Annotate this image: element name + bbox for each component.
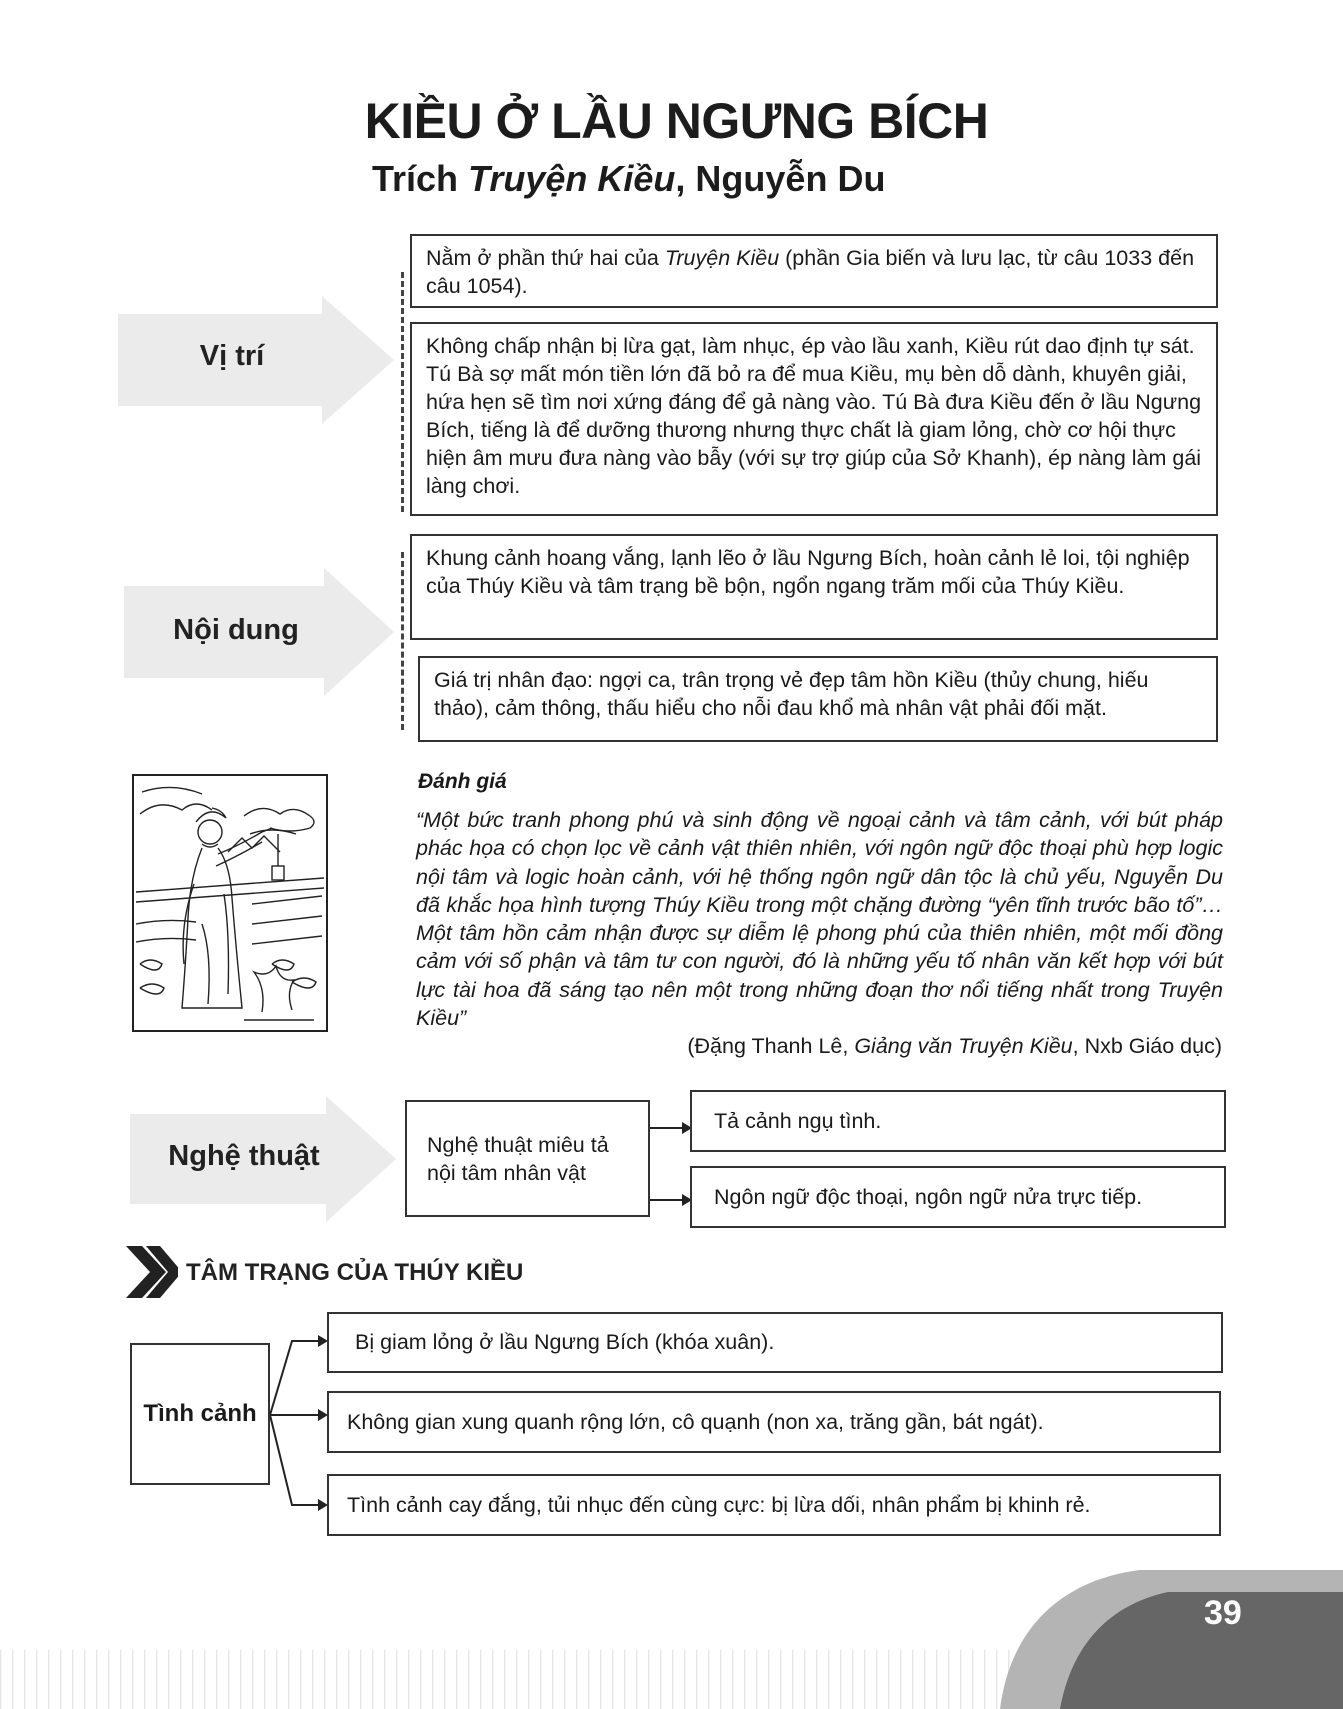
subtitle-suffix: , Nguyễn Du <box>675 158 886 199</box>
tinhcanh-box: Tình cảnh <box>130 1343 270 1485</box>
vitri-box1-post: (phần Gia biến và lưu lạc, từ câu 1033 đến câu 1054). <box>426 246 1195 298</box>
tamtrang-heading: TÂM TRẠNG CỦA THÚY KIỀU <box>186 1259 524 1286</box>
danhgia-heading: Đánh giá <box>418 770 507 793</box>
vitri-box1-work: Truyện Kiều <box>664 246 780 270</box>
double-chevron-icon <box>126 1246 178 1298</box>
tinhcanh-item-2: Không gian xung quanh rộng lớn, cô quạnh (non xa, trăng gần, bát ngát). <box>327 1391 1221 1453</box>
nghethuat-label: Nghệ thuật <box>168 1140 320 1172</box>
tinhcanh-item-3: Tình cảnh cay đắng, tủi nhục đến cùng cực: bị lừa dối, nhân phẩm bị khinh rẻ. <box>327 1474 1221 1536</box>
tinhcanh-item-1: Bị giam lỏng ở lầu Ngưng Bích (khóa xuân). <box>327 1312 1223 1373</box>
page-number: 39 <box>1204 1594 1242 1632</box>
cite-work: Giảng văn Truyện Kiều <box>854 1034 1073 1058</box>
tinhcanh-connector-arrows <box>270 1305 328 1525</box>
page-title: KIỀU Ở LẦU NGƯNG BÍCH <box>364 93 989 149</box>
vitri-context-box: Không chấp nhận bị lừa gạt, làm nhục, ép vào lầu xanh, Kiều rút dao định tự sát. Tú Bà sợ mất món tiền lớn đã bỏ ra để mua Kiều, mụ bèn dỗ dành, khuyên giải, hứa hẹn sẽ tìm nơi xứng đáng để gả nàng vào. Tú Bà đưa Kiều đến ở lầu Ngưng Bích, tiếng là để dưỡng thương nhưng thực chất là giam lỏng, chờ cơ hội thực hiện âm mưu đưa nàng vào bẫy (với sự trợ giúp của Sở Khanh), ép nàng làm gái làng chơi. <box>410 322 1218 516</box>
vitri-position-box <box>410 234 1218 308</box>
nghethuat-item-2: Ngôn ngữ độc thoại, ngôn ngữ nửa trực tiếp. <box>690 1166 1226 1228</box>
nghethuat-item-1: Tả cảnh ngụ tình. <box>690 1090 1226 1152</box>
nghethuat-center-box: Nghệ thuật miêu tả nội tâm nhân vật <box>405 1100 650 1217</box>
cite-pre: (Đặng Thanh Lê, <box>687 1034 855 1058</box>
subtitle-prefix: Trích <box>372 158 469 199</box>
noidung-dashed-connector <box>401 552 404 730</box>
cite-post: , Nxb Giáo dục) <box>1072 1034 1222 1058</box>
vitri-label: Vị trí <box>199 340 265 372</box>
danhgia-quote: “Một bức tranh phong phú và sinh động về ngoại cảnh và tâm cảnh, với bút pháp phác họa có chọn lọc về cảnh vật thiên nhiên, với ngôn ngữ độc thoại phù hợp logic nội tâm và logic hoàn cảnh, với hệ thống ngôn ngữ dân tộc là chủ yếu, Nguyễn Du đã khắc họa hình tượng Thúy Kiều trong một chặng đường “yên tĩnh trước bão tố”… Một tâm hồn cảm nhận được sự diễm lệ phong phú của thiên nhiên, một mối đồng cảm với số phận và tâm tư con người, đó là những yếu tố nhân văn kết hợp với bút lực tài hoa đã sáng tạo nên một trong những đoạn thơ nổi tiếng nhất trong Truyện Kiều” <box>416 808 1223 1031</box>
subtitle-work: Truyện Kiều <box>468 158 676 199</box>
page-subtitle <box>372 158 885 200</box>
vitri-dashed-connector <box>401 272 404 512</box>
nghethuat-connector-arrows <box>650 1110 692 1210</box>
footer-decoration <box>0 1570 1343 1709</box>
noidung-label: Nội dung <box>173 614 299 646</box>
kieu-illustration <box>132 774 328 1032</box>
noidung-content-box: Khung cảnh hoang vắng, lạnh lẽo ở lầu Ngưng Bích, hoàn cảnh lẻ loi, tội nghiệp của Thúy Kiều và tâm trạng bề bộn, ngổn ngang trăm mối của Thúy Kiều. <box>410 534 1218 640</box>
vitri-box1-pre: Nằm ở phần thứ hai của <box>426 246 665 270</box>
noidung-value-box: Giá trị nhân đạo: ngợi ca, trân trọng vẻ đẹp tâm hồn Kiều (thủy chung, hiếu thảo), cảm thông, thấu hiểu cho nỗi đau khổ mà nhân vật phải đối mặt. <box>418 656 1218 742</box>
danhgia-citation <box>416 1034 1222 1059</box>
